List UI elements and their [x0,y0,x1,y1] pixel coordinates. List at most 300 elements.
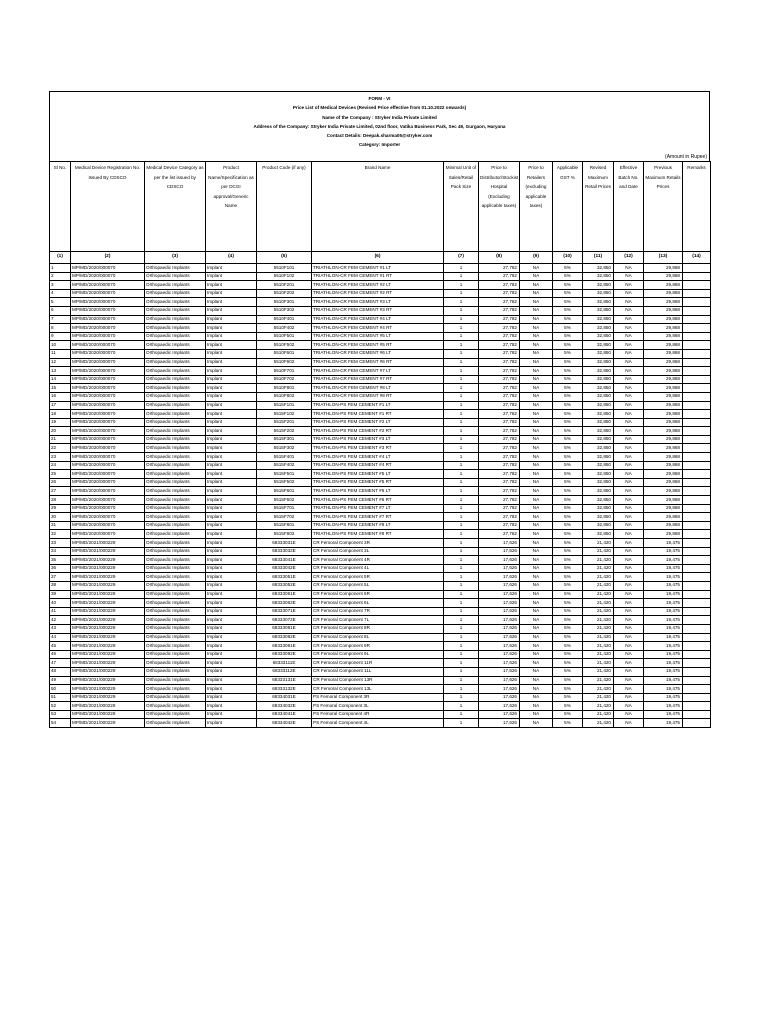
cell-pack-size: 1 [444,306,479,315]
cell-sl-no: 10 [50,341,71,350]
cell-brand-name: TRIATHLON-PS FEM CEMENT #5 RT [312,478,444,487]
cell-revised-mrp: 21,420 [583,676,614,685]
table-row [50,539,711,548]
cell-brand-name: PS Femoral Component 3L [312,702,444,711]
column-number-pack-size: (7) [444,252,479,264]
cell-brand-name: CR Femoral Component 8R [312,624,444,633]
cell-revised-mrp: 32,850 [583,427,614,436]
column-header-remarks: Remarks [683,162,711,252]
cell-device-category: Orthopaedic Implants [145,642,206,651]
cell-device-category: Orthopaedic Implants [145,659,206,668]
cell-revised-mrp: 21,420 [583,719,614,728]
cell-price-distributor: 17,626 [479,667,520,676]
cell-sl-no: 22 [50,444,71,453]
cell-brand-name: PS Femoral Component 3R [312,693,444,702]
cell-remarks [683,289,711,298]
cell-registration-no: MP/MD/2020/000070 [71,444,145,453]
cell-remarks [683,599,711,608]
cell-brand-name: TRIATHLON-PS FEM CEMENT #3 LT [312,435,444,444]
cell-previous-mrp: 29,868 [644,384,683,393]
cell-registration-no: MP/MD/2020/000070 [71,487,145,496]
cell-pack-size: 1 [444,453,479,462]
cell-product-code: 68333091E [257,642,312,651]
cell-gst: 5% [553,702,583,711]
cell-price-distributor: 17,626 [479,633,520,642]
cell-registration-no: MP/MD/2021/000229 [71,547,145,556]
cell-registration-no: MP/MD/2020/000070 [71,367,145,376]
cell-sl-no: 14 [50,375,71,384]
cell-device-category: Orthopaedic Implants [145,504,206,513]
cell-sl-no: 43 [50,624,71,633]
cell-remarks [683,539,711,548]
cell-pack-size: 1 [444,444,479,453]
cell-brand-name: CR Femoral Component 5R [312,573,444,582]
cell-revised-mrp: 32,850 [583,298,614,307]
cell-product-name: Implant [206,676,257,685]
table-row [50,341,711,350]
cell-remarks [683,358,711,367]
cell-revised-mrp: 21,420 [583,599,614,608]
cell-price-distributor: 27,782 [479,367,520,376]
cell-product-code: 68333111E [257,659,312,668]
cell-sl-no: 18 [50,410,71,419]
cell-sl-no: 5 [50,298,71,307]
cell-batch-date: NA [614,392,644,401]
cell-price-retailer: NA [520,401,553,410]
cell-product-code: 5515F602 [257,496,312,505]
cell-price-distributor: 27,782 [479,513,520,522]
cell-price-retailer: NA [520,539,553,548]
cell-sl-no: 33 [50,539,71,548]
cell-previous-mrp: 19,475 [644,719,683,728]
cell-pack-size: 1 [444,676,479,685]
cell-product-code: 68334041E [257,710,312,719]
cell-price-retailer: NA [520,616,553,625]
cell-device-category: Orthopaedic Implants [145,418,206,427]
column-number-gst: (10) [553,252,583,264]
cell-pack-size: 1 [444,590,479,599]
cell-revised-mrp: 21,420 [583,650,614,659]
cell-pack-size: 1 [444,539,479,548]
cell-sl-no: 2 [50,272,71,281]
table-row [50,642,711,651]
price-list-sheet [49,91,710,728]
cell-remarks [683,547,711,556]
cell-sl-no: 44 [50,633,71,642]
cell-price-retailer: NA [520,599,553,608]
cell-batch-date: NA [614,298,644,307]
cell-gst: 5% [553,375,583,384]
cell-product-name: Implant [206,461,257,470]
cell-gst: 5% [553,444,583,453]
cell-product-name: Implant [206,633,257,642]
cell-batch-date: NA [614,496,644,505]
table-row [50,298,711,307]
cell-batch-date: NA [614,478,644,487]
cell-batch-date: NA [614,607,644,616]
cell-previous-mrp: 29,868 [644,281,683,290]
cell-gst: 5% [553,315,583,324]
cell-device-category: Orthopaedic Implants [145,693,206,702]
cell-gst: 5% [553,487,583,496]
cell-gst: 5% [553,521,583,530]
table-row [50,453,711,462]
cell-sl-no: 1 [50,264,71,273]
table-row [50,478,711,487]
cell-batch-date: NA [614,349,644,358]
column-header-product-code: Product Code (if any) [257,162,312,252]
cell-price-retailer: NA [520,556,553,565]
cell-device-category: Orthopaedic Implants [145,685,206,694]
cell-pack-size: 1 [444,401,479,410]
cell-device-category: Orthopaedic Implants [145,650,206,659]
cell-brand-name: CR Femoral Component 11L [312,667,444,676]
cell-sl-no: 12 [50,358,71,367]
cell-remarks [683,272,711,281]
cell-price-retailer: NA [520,289,553,298]
cell-product-name: Implant [206,281,257,290]
cell-previous-mrp: 29,868 [644,367,683,376]
cell-pack-size: 1 [444,513,479,522]
cell-gst: 5% [553,547,583,556]
price-table [49,161,711,728]
cell-product-code: 5510F401 [257,315,312,324]
cell-pack-size: 1 [444,556,479,565]
cell-brand-name: CR Femoral Component 8L [312,633,444,642]
cell-remarks [683,513,711,522]
cell-pack-size: 1 [444,685,479,694]
table-row [50,470,711,479]
cell-product-code: 5510F201 [257,281,312,290]
cell-remarks [683,590,711,599]
cell-brand-name: CR Femoral Component 13R [312,676,444,685]
cell-product-code: 5510F701 [257,367,312,376]
cell-brand-name: TRIATHLON-CR FEM CEMENT #3 LT [312,298,444,307]
cell-price-retailer: NA [520,444,553,453]
table-row [50,590,711,599]
cell-sl-no: 31 [50,521,71,530]
cell-previous-mrp: 19,475 [644,685,683,694]
table-row [50,487,711,496]
cell-sl-no: 21 [50,435,71,444]
cell-sl-no: 11 [50,349,71,358]
cell-gst: 5% [553,504,583,513]
cell-pack-size: 1 [444,719,479,728]
cell-price-distributor: 27,782 [479,435,520,444]
cell-batch-date: NA [614,650,644,659]
cell-revised-mrp: 32,850 [583,435,614,444]
cell-revised-mrp: 21,420 [583,539,614,548]
cell-device-category: Orthopaedic Implants [145,633,206,642]
cell-product-code: 68334032E [257,702,312,711]
cell-price-retailer: NA [520,702,553,711]
cell-product-name: Implant [206,710,257,719]
cell-registration-no: MP/MD/2021/000229 [71,599,145,608]
cell-gst: 5% [553,306,583,315]
cell-pack-size: 1 [444,375,479,384]
cell-previous-mrp: 19,475 [644,616,683,625]
cell-registration-no: MP/MD/2020/000070 [71,375,145,384]
cell-remarks [683,581,711,590]
cell-gst: 5% [553,573,583,582]
cell-product-code: 68333042E [257,564,312,573]
cell-pack-size: 1 [444,581,479,590]
cell-previous-mrp: 29,868 [644,504,683,513]
cell-pack-size: 1 [444,427,479,436]
cell-product-name: Implant [206,530,257,539]
table-row [50,616,711,625]
cell-product-code: 5510F602 [257,358,312,367]
cell-price-distributor: 17,626 [479,659,520,668]
table-row [50,306,711,315]
cell-sl-no: 8 [50,324,71,333]
cell-batch-date: NA [614,667,644,676]
cell-price-retailer: NA [520,427,553,436]
cell-batch-date: NA [614,453,644,462]
cell-registration-no: MP/MD/2021/000229 [71,719,145,728]
cell-price-retailer: NA [520,521,553,530]
cell-product-code: 68333061E [257,590,312,599]
cell-sl-no: 41 [50,607,71,616]
cell-price-distributor: 27,782 [479,504,520,513]
cell-pack-size: 1 [444,521,479,530]
cell-brand-name: CR Femoral Component 7L [312,616,444,625]
cell-brand-name: TRIATHLON-CR FEM CEMENT #4 RT [312,324,444,333]
cell-sl-no: 54 [50,719,71,728]
cell-registration-no: MP/MD/2021/000229 [71,607,145,616]
cell-price-distributor: 27,782 [479,306,520,315]
cell-remarks [683,693,711,702]
cell-gst: 5% [553,358,583,367]
cell-gst: 5% [553,624,583,633]
table-row [50,496,711,505]
column-header-batch-date: Effective Batch No. and Date [614,162,644,252]
cell-revised-mrp: 32,850 [583,315,614,324]
cell-registration-no: MP/MD/2020/000070 [71,504,145,513]
cell-previous-mrp: 29,868 [644,358,683,367]
column-number-registration-no: (2) [71,252,145,264]
cell-batch-date: NA [614,710,644,719]
table-row [50,693,711,702]
cell-brand-name: TRIATHLON-CR FEM CEMENT #7 RT [312,375,444,384]
cell-gst: 5% [553,633,583,642]
cell-brand-name: TRIATHLON-CR FEM CEMENT #5 LT [312,332,444,341]
table-row [50,418,711,427]
cell-batch-date: NA [614,324,644,333]
cell-remarks [683,504,711,513]
cell-brand-name: TRIATHLON-PS FEM CEMENT #6 RT [312,496,444,505]
cell-revised-mrp: 21,420 [583,624,614,633]
cell-product-name: Implant [206,410,257,419]
table-row [50,521,711,530]
cell-device-category: Orthopaedic Implants [145,281,206,290]
cell-sl-no: 9 [50,332,71,341]
cell-device-category: Orthopaedic Implants [145,375,206,384]
cell-price-retailer: NA [520,650,553,659]
cell-price-distributor: 17,626 [479,599,520,608]
cell-gst: 5% [553,564,583,573]
cell-revised-mrp: 32,850 [583,401,614,410]
cell-price-distributor: 27,782 [479,281,520,290]
cell-batch-date: NA [614,341,644,350]
cell-price-retailer: NA [520,324,553,333]
cell-remarks [683,478,711,487]
column-number-product-code: (5) [257,252,312,264]
cell-sl-no: 36 [50,564,71,573]
cell-sl-no: 38 [50,581,71,590]
cell-pack-size: 1 [444,564,479,573]
cell-remarks [683,710,711,719]
cell-brand-name: CR Femoral Component 7R [312,607,444,616]
cell-gst: 5% [553,478,583,487]
cell-previous-mrp: 29,868 [644,341,683,350]
cell-brand-name: TRIATHLON-PS FEM CEMENT #3 RT [312,444,444,453]
cell-previous-mrp: 29,868 [644,392,683,401]
cell-registration-no: MP/MD/2020/000070 [71,332,145,341]
cell-brand-name: TRIATHLON-PS FEM CEMENT #2 RT [312,427,444,436]
cell-previous-mrp: 29,868 [644,418,683,427]
cell-device-category: Orthopaedic Implants [145,487,206,496]
cell-remarks [683,607,711,616]
cell-batch-date: NA [614,676,644,685]
cell-product-name: Implant [206,564,257,573]
cell-device-category: Orthopaedic Implants [145,616,206,625]
cell-pack-size: 1 [444,461,479,470]
cell-previous-mrp: 29,868 [644,332,683,341]
cell-product-name: Implant [206,315,257,324]
cell-registration-no: MP/MD/2020/000070 [71,341,145,350]
cell-registration-no: MP/MD/2020/000070 [71,298,145,307]
cell-remarks [683,642,711,651]
cell-price-distributor: 17,626 [479,719,520,728]
cell-revised-mrp: 32,850 [583,384,614,393]
form-title: Price List of Medical Devices (Revised Price effective from 01.10.2022 onwards) [292,105,467,111]
column-header-pack-size: Minimal Unit of Sales/Retail Pack Size [444,162,479,252]
cell-remarks [683,324,711,333]
column-header-price-retailer: Price to Retailers (excluding applicable taxes) [520,162,553,252]
form-number: FORM - VI [368,96,391,101]
cell-revised-mrp: 21,420 [583,667,614,676]
cell-pack-size: 1 [444,264,479,273]
cell-previous-mrp: 29,868 [644,349,683,358]
cell-sl-no: 23 [50,453,71,462]
cell-previous-mrp: 19,475 [644,650,683,659]
cell-previous-mrp: 19,475 [644,539,683,548]
cell-registration-no: MP/MD/2020/000070 [71,410,145,419]
cell-registration-no: MP/MD/2021/000229 [71,590,145,599]
cell-brand-name: CR Femoral Component 6L [312,599,444,608]
cell-product-code: 5510F102 [257,272,312,281]
cell-brand-name: TRIATHLON-CR FEM CEMENT #1 RT [312,272,444,281]
cell-price-distributor: 17,626 [479,590,520,599]
cell-device-category: Orthopaedic Implants [145,513,206,522]
cell-product-name: Implant [206,650,257,659]
cell-product-name: Implant [206,470,257,479]
cell-registration-no: MP/MD/2020/000070 [71,281,145,290]
cell-device-category: Orthopaedic Implants [145,444,206,453]
cell-batch-date: NA [614,367,644,376]
cell-device-category: Orthopaedic Implants [145,702,206,711]
cell-product-code: 68333132E [257,685,312,694]
cell-brand-name: CR Femoral Component 4L [312,564,444,573]
cell-batch-date: NA [614,616,644,625]
column-number-brand-name: (6) [312,252,444,264]
cell-price-distributor: 27,782 [479,530,520,539]
cell-price-retailer: NA [520,710,553,719]
cell-previous-mrp: 19,475 [644,573,683,582]
cell-pack-size: 1 [444,547,479,556]
cell-brand-name: PS Femoral Component 4L [312,719,444,728]
cell-device-category: Orthopaedic Implants [145,410,206,419]
cell-previous-mrp: 29,868 [644,264,683,273]
cell-product-code: 5515F802 [257,530,312,539]
cell-device-category: Orthopaedic Implants [145,289,206,298]
cell-pack-size: 1 [444,384,479,393]
cell-product-code: 68333041E [257,556,312,565]
cell-sl-no: 42 [50,616,71,625]
cell-gst: 5% [553,590,583,599]
cell-price-distributor: 27,782 [479,324,520,333]
cell-previous-mrp: 29,868 [644,315,683,324]
cell-remarks [683,375,711,384]
cell-registration-no: MP/MD/2021/000229 [71,539,145,548]
form-header [49,91,710,154]
cell-device-category: Orthopaedic Implants [145,298,206,307]
cell-price-retailer: NA [520,496,553,505]
cell-pack-size: 1 [444,667,479,676]
cell-registration-no: MP/MD/2020/000070 [71,530,145,539]
cell-product-code: 68333081E [257,624,312,633]
cell-pack-size: 1 [444,496,479,505]
cell-remarks [683,367,711,376]
cell-product-code: 5510F302 [257,306,312,315]
cell-pack-size: 1 [444,487,479,496]
cell-gst: 5% [553,332,583,341]
cell-sl-no: 3 [50,281,71,290]
cell-brand-name: TRIATHLON-PS FEM CEMENT #1 RT [312,410,444,419]
column-header-device-category: Medical Device Category as per the list issued by CDSCO [145,162,206,252]
cell-price-distributor: 17,626 [479,547,520,556]
cell-batch-date: NA [614,539,644,548]
cell-gst: 5% [553,427,583,436]
table-row [50,264,711,273]
cell-previous-mrp: 29,868 [644,487,683,496]
cell-device-category: Orthopaedic Implants [145,496,206,505]
cell-sl-no: 30 [50,513,71,522]
cell-device-category: Orthopaedic Implants [145,556,206,565]
cell-revised-mrp: 21,420 [583,564,614,573]
cell-remarks [683,298,711,307]
cell-price-retailer: NA [520,564,553,573]
cell-gst: 5% [553,650,583,659]
cell-pack-size: 1 [444,573,479,582]
cell-batch-date: NA [614,685,644,694]
cell-remarks [683,401,711,410]
cell-gst: 5% [553,289,583,298]
cell-price-distributor: 27,782 [479,461,520,470]
cell-revised-mrp: 21,420 [583,581,614,590]
cell-remarks [683,306,711,315]
cell-product-name: Implant [206,539,257,548]
cell-registration-no: MP/MD/2020/000070 [71,470,145,479]
cell-price-retailer: NA [520,547,553,556]
cell-brand-name: TRIATHLON-CR FEM CEMENT #7 LT [312,367,444,376]
cell-product-code: 5510F802 [257,392,312,401]
cell-device-category: Orthopaedic Implants [145,521,206,530]
cell-revised-mrp: 21,420 [583,659,614,668]
column-number-row [50,252,711,264]
category: Category: Importer [358,142,401,148]
